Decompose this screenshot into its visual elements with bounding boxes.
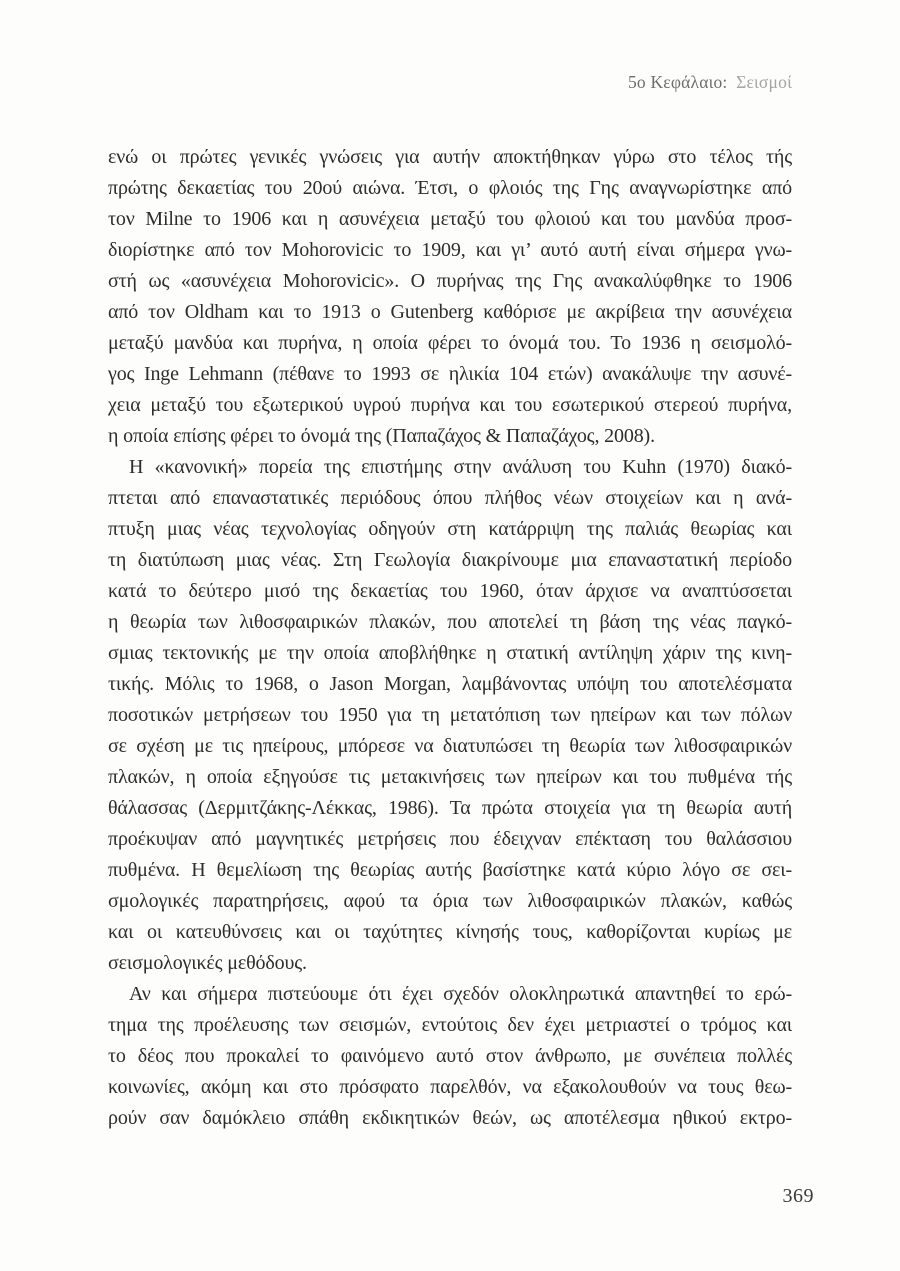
text-line: ρούν σαν δαμόκλειο σπάθη εκδικητικών θεών, ως αποτέλεσμα ηθικού εκτρο- xyxy=(108,1107,792,1129)
text-line: πτυξη μιας νέας τεχνολογίας οδηγούν στη κατάρριψη της παλιάς θεωρίας και xyxy=(108,518,792,540)
page-number: 369 xyxy=(782,1185,814,1207)
text-line: σε σχέση με τις ηπείρους, μπόρεσε να διατυπώσει τη θεωρία των λιθοσφαιρικών xyxy=(108,735,792,757)
text-line: από τον Oldham και το 1913 ο Gutenberg καθόρισε με ακρίβεια την ασυνέχεια xyxy=(108,301,792,323)
text-line: διορίστηκε από τον Mohorovicic το 1909, και γι’ αυτό αυτή είναι σήμερα γνω- xyxy=(108,239,792,261)
text-line: η θεωρία των λιθοσφαιρικών πλακών, που αποτελεί τη βάση της νέας παγκό- xyxy=(108,611,792,633)
text-line: ενώ οι πρώτες γενικές γνώσεις για αυτήν αποκτήθηκαν γύρω στο τέλος τής xyxy=(108,146,792,168)
running-header xyxy=(108,72,792,93)
text-line: μεταξύ μανδύα και πυρήνα, η οποία φέρει το όνομά του. Το 1936 η σεισμολό- xyxy=(108,332,792,354)
text-line: γος Inge Lehmann (πέθανε το 1993 σε ηλικία 104 ετών) ανακάλυψε την ασυνέ- xyxy=(108,363,792,385)
chapter-title: Σεισμοί xyxy=(736,72,792,92)
text-line: πυθμένα. Η θεμελίωση της θεωρίας αυτής βασίστηκε κατά κύριο λόγο σε σει- xyxy=(108,859,792,881)
text-line: σεισμολογικές μεθόδους. xyxy=(108,952,307,974)
text-line: ποσοτικών μετρήσεων του 1950 για τη μετατόπιση των ηπείρων και των πόλων xyxy=(108,704,792,726)
text-line: σμιας τεκτονικής με την οποία αποβλήθηκε η στατική αντίληψη χάριν της κινη- xyxy=(108,642,792,664)
text-line: τημα της προέλευσης των σεισμών, εντούτοις δεν έχει μετριαστεί ο τρόμος και xyxy=(108,1014,792,1036)
text-line: θάλασσας (Δερμιτζάκης-Λέκκας, 1986). Τα πρώτα στοιχεία για τη θεωρία αυτή xyxy=(108,797,792,819)
text-line: τικής. Μόλις το 1968, ο Jason Morgan, λαμβάνοντας υπόψη του αποτελέσματα xyxy=(108,673,792,695)
text-line: το δέος που προκαλεί το φαινόμενο αυτό στον άνθρωπο, με συνέπεια πολλές xyxy=(108,1045,792,1067)
text-line: σμολογικές παρατηρήσεις, αφού τα όρια των λιθοσφαιρικών πλακών, καθώς xyxy=(108,890,792,912)
text-line: και οι κατευθύνσεις και οι ταχύτητες κίνησής τους, καθορίζονται κυρίως με xyxy=(108,921,792,943)
text-line: πλακών, η οποία εξηγούσε τις μετακινήσεις των ηπείρων και του πυθμένα τής xyxy=(108,766,792,788)
text-line: Αν και σήμερα πιστεύουμε ότι έχει σχεδόν ολοκληρωτικά απαντηθεί το ερώ- xyxy=(129,983,792,1005)
text-line: η οποία επίσης φέρει το όνομά της (Παπαζάχος & Παπαζάχος, 2008). xyxy=(108,425,655,447)
chapter-label: 5ο Κεφάλαιο: xyxy=(627,72,728,92)
text-line: προέκυψαν από μαγνητικές μετρήσεις που έδειχναν επέκταση του θαλάσσιου xyxy=(108,828,792,850)
text-line: τη διατύπωση μιας νέας. Στη Γεωλογία διακρίνουμε μια επαναστατική περίοδο xyxy=(108,549,792,571)
text-line: κοινωνίες, ακόμη και στο πρόσφατο παρελθόν, να εξακολουθούν να τους θεω- xyxy=(108,1076,792,1098)
body-text xyxy=(108,142,792,1134)
text-line: τον Milne το 1906 και η ασυνέχεια μεταξύ του φλοιού και του μανδύα προσ- xyxy=(108,208,792,230)
text-line: κατά το δεύτερο μισό της δεκαετίας του 1960, όταν άρχισε να αναπτύσσεται xyxy=(108,580,792,602)
text-line: χεια μεταξύ του εξωτερικού υγρού πυρήνα και του εσωτερικού στερεού πυρήνα, xyxy=(108,394,792,416)
text-line: Η «κανονική» πορεία της επιστήμης στην ανάλυση του Kuhn (1970) διακό- xyxy=(129,456,792,478)
text-line: στή ως «ασυνέχεια Mohorovicic». Ο πυρήνας της Γης ανακαλύφθηκε το 1906 xyxy=(108,270,792,292)
text-line: πρώτης δεκαετίας του 20ού αιώνα. Έτσι, ο φλοιός της Γης αναγνωρίστηκε από xyxy=(108,177,792,199)
text-line: πτεται από επαναστατικές περιόδους όπου πλήθος νέων στοιχείων και η ανά- xyxy=(108,487,792,509)
